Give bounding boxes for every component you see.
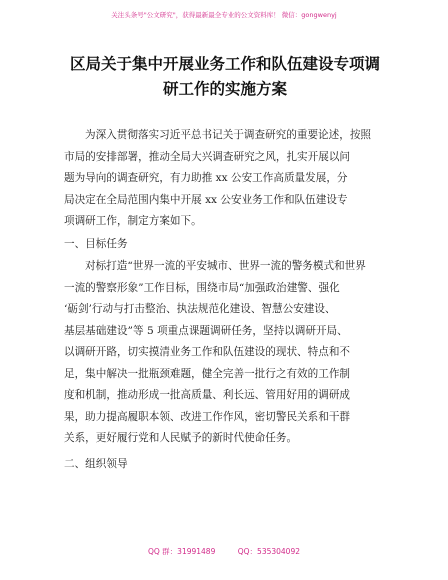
paragraph-line: 果，助力提高履职本领、改进工作作风，密切警民关系和干群: [64, 410, 351, 423]
title-line-1: 区局关于集中开展业务工作和队伍建设专项调: [69, 55, 380, 73]
header-banner: 关注头条号"公文研究"，获得最新最全专业的公文资料库！ 微信：gongwenyj: [111, 11, 337, 19]
intro-paragraph: [64, 125, 382, 233]
section-heading-goals: 一、目标任务: [64, 238, 128, 250]
paragraph-line: 对标打造“世界一流的平安城市、世界一流的警务模式和世界: [85, 260, 366, 272]
paragraph-line: 一流的警察形象”工作目标，围绕市局“加强政治建警、强化: [64, 281, 340, 294]
title-line-2: 研工作的实施方案: [162, 80, 287, 98]
document-title: [60, 52, 390, 102]
paragraph-line: 市局的安排部署，推动全局大兴调查研究之风，扎实开展以问: [64, 150, 351, 163]
paragraph-line: 项调研工作，制定方案如下。: [64, 215, 202, 227]
paragraph-line: 以调研开路，切实摸清业务工作和队伍建设的现状、特点和不: [64, 346, 351, 358]
paragraph-line: 局决定在全局范围内集中开展 xx 公安业务工作和队伍建设专: [64, 193, 348, 206]
paragraph-line: 关系，更好履行党和人民赋予的新时代使命任务。: [64, 432, 298, 444]
goals-paragraph: [64, 256, 382, 450]
paragraph-line: 基层基础建设”等 5 项重点课题调研任务，坚持以调研开局、: [64, 324, 348, 337]
footer-qq-group: QQ 群：31991489: [147, 547, 216, 556]
paragraph-line: 题为导向的调查研究，有力助推 xx 公安工作高质量发展，分: [64, 172, 348, 184]
section-heading-organization: 二、组织领导: [64, 458, 128, 470]
paragraph-line: 度和机制，推动形成一批高质量、利长远、管用好用的调研成: [64, 389, 351, 401]
paragraph-line: ‘砺剑’行动与打击整治、执法规范化建设、智慧公安建设、: [64, 303, 336, 315]
footer: [0, 546, 448, 557]
footer-qq-contact: QQ：535304092: [237, 547, 301, 556]
paragraph-line: 为深入贯彻落实习近平总书记关于调查研究的重要论述，按照: [85, 129, 372, 141]
paragraph-line: 足，集中解决一批瓶颈难题，健全完善一批行之有效的工作制: [64, 367, 351, 380]
